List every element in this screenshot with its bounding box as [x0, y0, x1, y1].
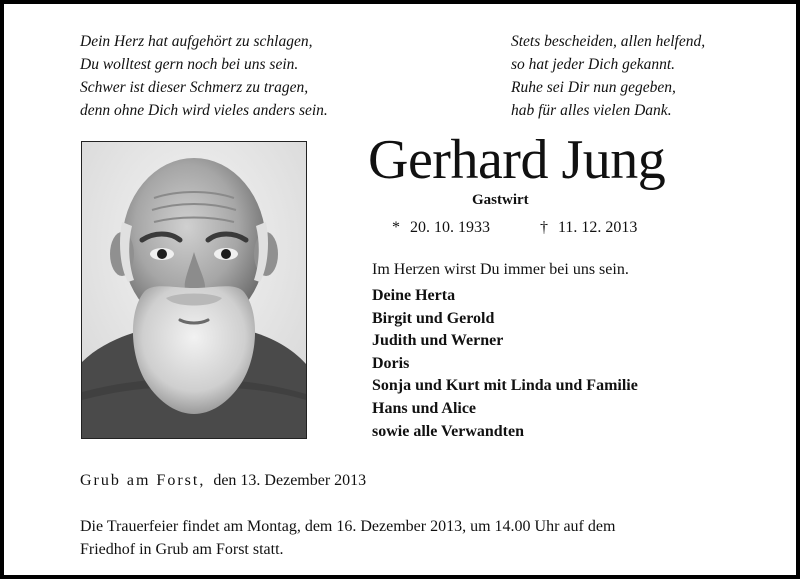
verse-right-line: so hat jeder Dich gekannt. — [511, 56, 676, 73]
verse-left-line: denn ohne Dich wird vieles anders sein. — [80, 102, 328, 119]
deceased-name: Gerhard Jung — [368, 129, 666, 191]
mourner: Deine Herta — [372, 287, 456, 304]
funeral-service-info — [80, 515, 740, 561]
verse-right-line: hab für alles vielen Dank. — [511, 102, 672, 119]
mourner: Sonja und Kurt mit Linda und Familie — [372, 377, 638, 395]
death-date-value: 11. 12. 2013 — [558, 219, 638, 236]
mourner: sowie alle Verwandten — [372, 422, 524, 440]
verse-left — [80, 30, 328, 122]
birth-date — [392, 217, 490, 239]
verse-left-line: Schwer ist dieser Schmerz zu tragen, — [80, 79, 309, 96]
place-and-date — [80, 470, 366, 492]
motto: Im Herzen wirst Du immer bei uns sein. — [372, 261, 629, 278]
mourners-list — [372, 285, 638, 443]
place-date: den 13. Dezember 2013 — [213, 472, 367, 489]
service-line: Friedhof in Grub am Forst statt. — [80, 541, 284, 558]
mourner: Birgit und Gerold — [372, 309, 495, 327]
verse-left-line: Dein Herz hat aufgehört zu schlagen, — [80, 33, 313, 50]
service-line: Die Trauerfeier findet am Montag, dem 16. Dezember 2013, um 14.00 Uhr auf dem — [80, 518, 616, 535]
deceased-occupation: Gastwirt — [472, 192, 529, 208]
verse-right-line: Ruhe sei Dir nun gegeben, — [511, 79, 676, 96]
birth-symbol: * — [392, 219, 400, 236]
portrait-illustration — [82, 142, 306, 438]
mourner: Hans und Alice — [372, 399, 477, 417]
death-date — [540, 217, 637, 239]
birth-date-value: 20. 10. 1933 — [410, 219, 490, 236]
mourner: Doris — [372, 354, 410, 372]
mourner: Judith und Werner — [372, 332, 504, 350]
cross-symbol: † — [540, 219, 548, 236]
place-town: Grub am Forst, — [80, 472, 206, 489]
portrait-photo — [81, 141, 307, 439]
verse-right-line: Stets bescheiden, allen helfend, — [511, 33, 706, 50]
verse-right — [511, 30, 705, 122]
verse-left-line: Du wolltest gern noch bei uns sein. — [80, 56, 299, 73]
